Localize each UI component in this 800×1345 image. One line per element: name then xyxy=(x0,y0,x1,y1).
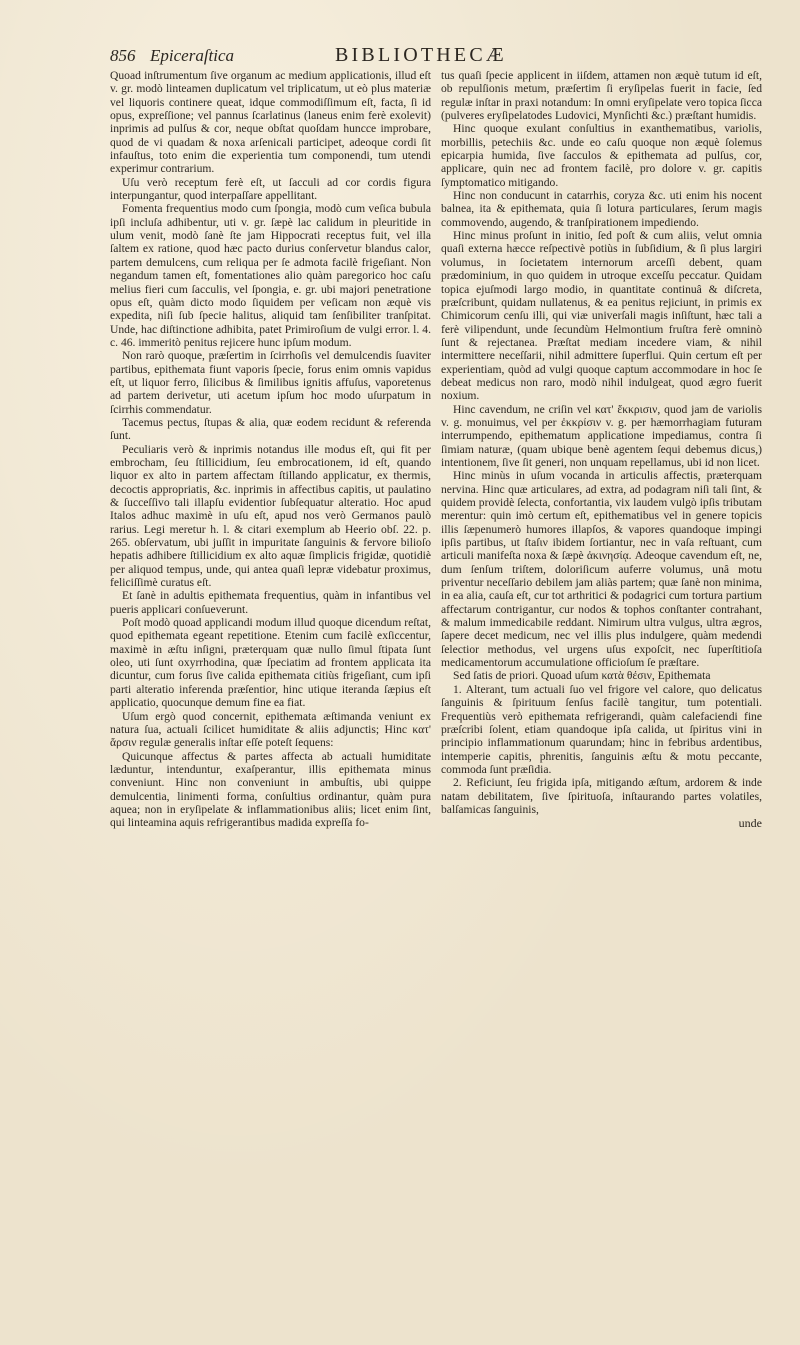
paragraph: Uſum ergò quod concernit, epithemata æſtimanda veniunt ex natura ſua, actuali ſcilicet humiditate & aliis adjunctis; Hinc κατ' ἄρσιν regulæ generalis inſtar eſſe poteſt ſequens: xyxy=(110,709,431,750)
paragraph: Tacemus pectus, ſtupas & alia, quæ eodem recidunt & referenda ſunt. xyxy=(110,415,431,443)
paragraph: Hinc cavendum, ne criſin vel κατ' ἔκκρισιν, quod jam de variolis v. g. monuimus, vel per ἐκκρίσιν v. g. per hæmorrhagiam futuram interrumpendo, epithematum applicatione impediamus, contra ſi ſimiam naturæ, (quam ubique benè agentem ſequi debemus dicus,) intentionem, ſive ſit generi, non unquam repellamus, ubi id non licet. xyxy=(441,402,762,469)
paragraph: Poſt modò quoad applicandi modum illud quoque dicendum reſtat, quod epithemata egeant repetitione. Etenim cum facilè exſiccentur, maximè in æſtu inſigni, præterquam quæ nullo ſimul ſtipata ſunt oleo, uti ſunt oxyrrhodina, quæ ſpeciatim ad frontem applicata ita dicuntur, cum forus ſive calida epithemata citiùs frigeſiant, cum ipſi parti alteratio inferenda præſentior, hinc utique iteranda ſæpius eſt applicatio, quocunque demum fine ea fiat. xyxy=(110,616,431,710)
paragraph: Quicunque affectus & partes affecta ab actuali humiditate læduntur, intenduntur, exaſperantur, illis epithemata minus conveniunt. Hinc non conveniunt in ambuſtis, ubi quippe demulcentia, linimenti forma, conſultius ordinantur, quàm pura aquea; non in eryſipelate & inflammationibus aliis; licet enim ſint, qui linteamina aquis refrigerantibus madida expreſſa fo- xyxy=(110,749,431,830)
paragraph: Sed ſatis de priori. Quoad uſum κατὰ θέσιν, Epithemata xyxy=(453,669,711,683)
paragraph: tus quaſi ſpecie applicent in iiſdem, attamen non æquè tutum id eſt, ob repulſionis metum, præſertim ſi eryſipelas fuerit in facie, ſed regulæ inſtar in praxi notandum: In omni eryſipelate vero topica ſicca (pulveres eryſipelatodes Ludovici, Mynſichti &c.) præſtant humidis. xyxy=(441,69,762,123)
paragraph: Hinc minus proſunt in initio, ſed poſt & cum aliis, velut omnia quaſi externa hæcce reſpectivè potiùs in ſubſidium, & ſi plus largiri volumus, in ſocietatem internorum arceſſi debent, quam prædominium, in quo quidem in utroque exceſſu peccatur. Quidam topica ejuſmodi largo modio, in quantitate continuâ & diſcreta, præſcribunt, quidam nullatenus, & ea penitus rejiciunt, in primis ex Chimicorum cenſu illi, qui viæ univerſali magis inſiſtunt, hæc tali a ferè vilipendunt, unde ſecundùm Helmontium fruſtra ferè omninò ſunt & rejectanea. Præſtat mediam incedere viam, & nihil intermittere neceſſarii, nihil admittere ſuperflui. Quin certum eſt per experientiam, quòd ad vulgi quoque captum accommodare in hoc ſe debeat medicus non raro, modò nihil indulgeat, quod ægro fuerit noxium. xyxy=(441,229,762,403)
paragraph: Uſu verò receptum ferè eſt, ut ſacculi ad cor cordis figura interpungantur, quod interpaſſare appellitant. xyxy=(110,175,431,203)
paragraph: Non rarò quoque, præſertim in ſcirrhoſis vel demulcendis ſuaviter partibus, epithemata fiunt vaporis ſpecie, forus enim omnis vapidus eſt, ut liquor ferro, ſilicibus & ſimilibus ignitis affuſus, vaporetenus ad partem derivetur, uti acetum ipſum hoc modo uſurpatum in ſcirrhis commendatur. xyxy=(110,349,431,416)
paragraph: Hinc quoque exulant conſultius in exanthematibus, variolis, morbillis, petechiis &c. unde eo caſu quoque non æquè ſolemus epicarpia humida, ſive ſacculos & epithemata ad pulſus, cor, applicare, quin nec ad frontem facilè, pro dolore v. gr. capitis ſymptomatico mitigando. xyxy=(441,122,762,189)
paragraph: 2. Reficiunt, ſeu frigida ipſa, mitigando æſtum, ardorem & inde natam debilitatem, ſive ſpirituoſa, inſtaurando partes volatiles, balſamicas ſanguinis, xyxy=(441,776,762,816)
page-header xyxy=(110,44,762,66)
paragraph: Hinc minùs in uſum vocanda in articulis affectis, præterquam nervina. Hinc quæ articulares, ad extra, ad podagram niſi tali ſint, & quidem providè ſelecta, confortantia, vix laudem vulgò ipſis tributam merentur: quin imò certum eſt, epithematibus vel in genere topicis illis ſæpenumerò humores illapſos, & vapores quandoque impingi ipſis partibus, ut ſtaſιν ibidem ſortiantur, nec in vaſa reſtuant, cum articuli manifeſta noxa & ſæpè ἀκινησίᾳ. Adeoque cavendum eſt, ne, dum ſenſum triſtem, doloriſicum auferre volumus, unâ motu priventur neceſſario debilem jam aliàs partem; quæ ſanè non minima, in ea alia, cauſa eſt, cur tot arthritici & podagrici cum tortura partium affectarum contrigantur, cur nodos & tophos conſtanter contrahant, & malum immedicabile reddant. Nimirum ultra vulgus, ultra ægros, ſapere decet medicum, nec vel illis plus indulgere, quàm medendi ſelectior methodus, vel urgens uſus expoſcit, nec ſuperſtitioſa medicamentorum accumulatione officioſum ſe præſtare. xyxy=(441,469,762,670)
catchword: unde xyxy=(738,816,762,831)
paragraph: Quoad inſtrumentum ſive organum ac medium applicationis, illud eſt v. gr. modò linteamen duplicatum vel triplicatum, ut eò plus materiæ vel liquoris continere queat, idque commodiſſimum eſt, facta, ſi id opus, expreſſione; vel pannus ſcarlatinus (laneus enim ferè exolevit) inprimis ad pulſus & cor, neque obſtat quoſdam huncce improbare, quod de vi quadam & noxa arſenicali participet, adeoque cordi ſit infauſtus, toto enim die experientia tum componendi, tum utendi experimur contrarium. xyxy=(110,69,431,176)
left-column xyxy=(110,69,431,831)
section-title: BIBLIOTHECÆ xyxy=(335,44,507,66)
page-number: 856 xyxy=(110,46,136,65)
paragraph: Hinc non conducunt in catarrhis, coryza &c. uti enim his nocent balnea, ita & epithemata, quia ſi lotura particulares, ſerum magis commovendo, augendo, & tranſpirationem impediendo. xyxy=(441,189,762,229)
paragraph: Peculiaris verò & inprimis notandus ille modus eſt, qui fit per embrocham, ſeu ſtillicidium, ſeu embrocationem, id eſt, quando liquor ex alto in partem affectam ſtillando applicatur, ex thermis, decoctis appropriatis, &c. inprimis in affectibus capitis, ut paulatino & ſucceſſivo tali illapſu evidentior ſubſequatur alteratio. Hoc apud Italos adhuc maximè in uſu eſt, apud nos verò Germanos paulò rarius. Legi meretur h. l. & citari exemplum ab Heerio obſ. 22. p. 265. obſervatum, ubi juſſit in impuritate ſanguinis & fervore bilioſo hepatis adhibere ſtillicidium ex alto aquæ ſimplicis frigidæ, quotidiè per aliquod tempus, unde, qui antea quaſi lepræ videbatur proximus, feliciſſimè curatus eſt. xyxy=(110,442,431,590)
paragraph: 1. Alterant, tum actuali ſuo vel frigore vel calore, quo delicatus ſanguinis & ſpirituum ſenſus facilè tangitur, tum potentiali. Frequentiùs verò epithemata refrigerandi, quàm calefaciendi fine præſcribi ſolent, etiam quandoque ipſa calida, ut ſpiritus vini in principio inflammationum quarundam; hinc in febribus ardentibus, intemperie capitis, phrenitis, ſanguinis æſtu & motu peccante, commoda ſunt præſidia. xyxy=(441,682,762,776)
paragraph: Et ſanè in adultis epithemata frequentius, quàm in infantibus vel pueris applicari conſueverunt. xyxy=(110,589,431,616)
running-title: Epiceraſtica xyxy=(150,46,235,65)
paragraph: Fomenta frequentius modo cum ſpongia, modò cum veſica bubula ipſi incluſa adhibentur, uti v. gr. ſæpè lac calidum in pleuritide in ulum venit, modò ſanè ſte jam Hippocrati receptus fuit, vel illa ſaltem ex ratione, quod hæc pacto durius conſervetur blandus calor, partem demulcens, cum reliqua per ſe admota facilè frigeſiant. Non negandum tamen eſt, fomentationes alio quàm paregorico hoc caſu melius fieri cum ſacculis, vel ſpongia, e. gr. ubi majori penetratione opus eſt, quàm dicto modo ſiquidem per veſicam non æquè vis expedita, niſi ſub ſpecie halitus, aliquid tam ſenſibiliter tranſpitat. Unde, hac diſtinctione adhibita, patet Primiroſium de vulgi error. l. 4. c. 46. immeritò penitus rejicere hunc ipſum modum. xyxy=(110,202,431,349)
text-columns xyxy=(110,69,762,831)
right-column xyxy=(441,69,762,831)
